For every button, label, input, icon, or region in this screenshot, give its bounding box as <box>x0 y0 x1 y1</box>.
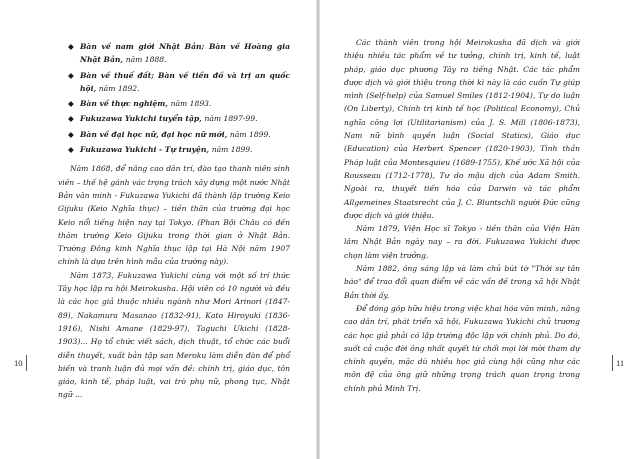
page-number-right: 11 <box>616 358 625 368</box>
bullet-icon: ◆ <box>68 129 74 139</box>
works-list-item: ◆ Bàn về thực nghiệm, năm 1893. <box>58 97 290 110</box>
paragraph-keio-founding: Năm 1868, để nâng cao dân trí, đào tạo thanh niên sinh viên – thế hệ gánh vác trọng trách xây dựng một nước Nhật Bản văn minh - Fukuzawa Yukichi đã thành lập trường Keio Gijuku (Keio Nghĩa thục) – tiền thân của trường đại học Keio nổi tiếng hiện nay tại Tokyo. (Phan Bội Châu có đến thăm trường Keio Gijuku trong thời gian ở Nhật Bản. Trường Đông kinh Nghĩa thục lập tại Hà Nội năm 1907 chính là dựa trên hình mẫu của trường này). <box>58 164 290 267</box>
bullet-icon: ◆ <box>68 42 74 51</box>
paragraph-independence: Để đóng góp hữu hiệu trong việc khai hóa văn minh, nâng cao dân trí, phát triển xã hội, Fukuzawa Yukichi chủ trương các học giả phải có lập trường độc lập với chính phủ. Do đó, suốt cả cuộc đời ông nhất quyết từ chối mọi lời mời tham dự chính quyền, mặc dù nhiều học giả cùng hội cũng như các môn đệ của ông giữ những trọng trách quan trọng trong chính phủ Minh Trị. <box>344 303 580 393</box>
works-list-item: ◆ Bàn về nam giới Nhật Bản; Bàn về Hoàng gia Nhật Bản, năm 1888. <box>68 42 290 65</box>
paragraph-translations: Các thành viên trong hội Meirokusha đã dịch và giới thiệu nhiều tác phẩm về tư tưởng, chính trị, kinh tế, luật pháp, giáo dục phương Tây ra tiếng Nhật. Các tác phẩm được dịch và giới thiệu trong thời kì này là các cuốn Tự giúp mình (Self-help) của Samuel Smiles (1812-1904), Tự do luận (On Liberty), Chính trị kinh tế học (Political Economy), Chủ nghĩa công lợi (Utilitarianism) của J. S. Mill (1806-1873), Nam nữ bình quyền luận (Social Statics), Giáo dục (Education) của Herbert Spencer (1820-1903), Tinh thần Pháp luật của Montesquieu (1689-1755), Khế ước Xã hội của Rousseau (1712-1778), Tư do mậu dịch của Adam Smith. Ngoài ra, thuyết tiến hóa của Darwin và tác phẩm Allgemeines Staatsrecht của J. C. Bluntschli người Đức cũng được dịch và giới thiệu. <box>344 38 580 220</box>
paragraph-jiji-shinpo: Năm 1882, ông sáng lập và làm chủ bút tờ "Thời sự tân báo" để trao đổi quan điểm về các vấn đề trong xã hội Nhật Bản thời ấy. <box>344 264 580 300</box>
works-list-item: ◆ Bàn về đại học nữ, đại học nữ mới, năm 1899. <box>58 128 290 141</box>
works-list-item: ◆ Fukuzawa Yukichi - Tự truyện, năm 1899. <box>58 143 290 156</box>
book-gutter <box>316 0 320 459</box>
works-list-item: ◆ Fukuzawa Yukichi tuyển tập, năm 1897-99. <box>58 112 290 125</box>
left-page-text <box>58 40 290 402</box>
page-edge-mark <box>26 355 27 371</box>
paragraph-tokyo-academy: Năm 1879, Viện Học sĩ Tokyo - tiền thân của Viện Hàn lâm Nhật Bản ngày nay – ra đời. Fukuzawa Yukichi được chọn làm viện trưởng. <box>344 224 580 260</box>
bullet-icon: ◆ <box>68 114 74 124</box>
works-list <box>58 40 290 156</box>
right-page-text <box>344 36 580 395</box>
bullet-icon: ◆ <box>68 145 74 155</box>
works-list-item: ◆ Bàn về thuế đất; Bàn về tiền đồ và trị an quốc hội, năm 1892. <box>68 70 290 93</box>
page-edge-mark <box>612 355 613 371</box>
bullet-icon: ◆ <box>68 99 74 109</box>
bullet-icon: ◆ <box>68 70 74 80</box>
page-number-left: 10 <box>14 358 23 368</box>
paragraph-meirokusha: Năm 1873, Fukuzawa Yukichi cùng với một số trí thức Tây học lập ra hội Meirokusha. Hội viên có 10 người và đều là các học giả thuộc nhiều ngành như Mori Arinori (1847-89), Nakamura Masanao (1832-91), Kato Hiroyuki (1836-1916), Nishi Amane (1829-97), Taguchi Ukichi (1828-1903)... Họ tổ chức viết sách, dịch thuật, tổ chức các buổi diễn thuyết, xuất bản tập san Meroku làm diễn đàn để phổ biến và tranh luận đủ mọi vấn đề: chính trị, giáo dục, tôn giáo, kinh tế, pháp luật, vai trò phụ nữ, phong tục, Nhật ngữ ... <box>58 270 290 400</box>
